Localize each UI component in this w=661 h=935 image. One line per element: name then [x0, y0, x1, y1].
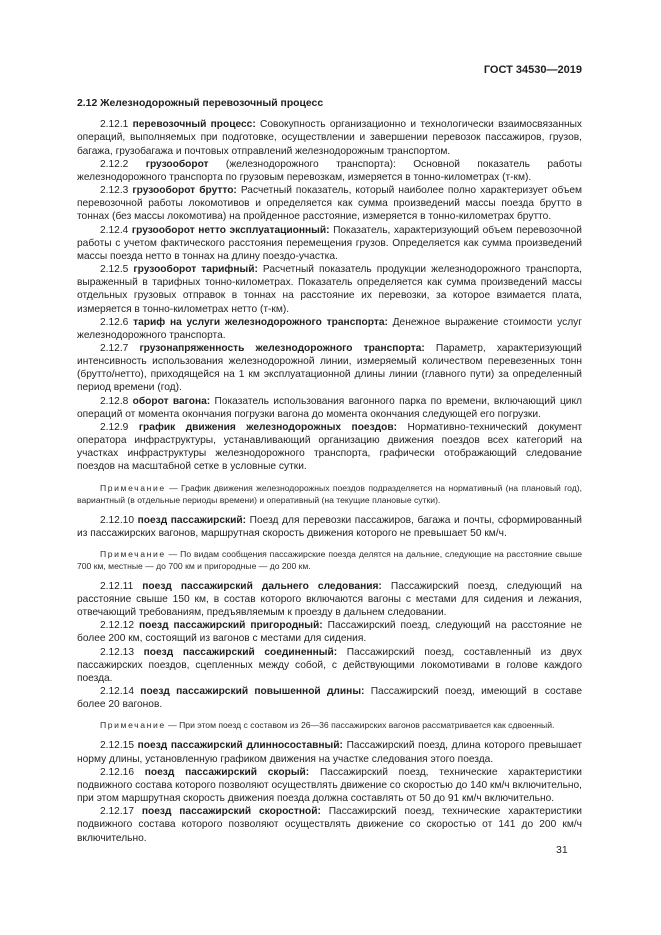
note-text: — При этом поезд с составом из 26—36 пассажирских вагонов рассматривается как сдвоенный.: [165, 720, 555, 731]
entry-term: поезд пассажирский пригородный:: [138, 620, 323, 632]
entry-term: грузооборот нетто эксплуатационный:: [131, 224, 330, 236]
entry-number: 2.12.4: [100, 224, 129, 236]
entry-number: 2.12.16: [100, 766, 134, 778]
entry: [77, 739, 582, 765]
entry: [77, 766, 582, 805]
entry-text: Нормативно-технический документ оператора инфраструктуры, устанавливающий организацию движения поездов всех категорий на участках инфраструктуры железнодорожного транспорта, графически отображающий следование поездов на масштабной сетке в условные сутки.: [77, 421, 582, 473]
entry: [77, 224, 582, 263]
note-label: Примечание: [100, 720, 166, 731]
note-label: Примечание: [100, 482, 166, 493]
entry-term: грузонапряженность железнодорожного транспорта:: [139, 342, 425, 354]
entries-block-3: [77, 739, 582, 844]
entry-number: 2.12.8: [100, 395, 129, 407]
entry-number: 2.12.10: [100, 514, 134, 526]
entry-term: оборот вагона:: [132, 395, 211, 407]
note-label: Примечание: [100, 548, 166, 559]
entry-number: 2.12.11: [100, 580, 134, 592]
entry-number: 2.12.3: [100, 185, 129, 197]
entry-text: Пассажирский поезд, имеющий в составе более 20 вагонов.: [77, 686, 582, 711]
entry-term: поезд пассажирский дальнего следования:: [142, 580, 382, 592]
entry-term: грузооборот тарифный:: [133, 264, 258, 276]
entry-number: 2.12.1: [100, 119, 129, 131]
entry-term: грузооборот брутто:: [132, 185, 237, 197]
entry: [77, 118, 582, 157]
entry: [77, 316, 582, 342]
entry-term: перевозочный процесс:: [132, 119, 256, 131]
page-number: 31: [556, 844, 568, 856]
note-text: — По видам сообщения пассажирские поезда делятся на дальние, следующие на расстояние свыше 700 км, местные — до 700 км и пригородные — до 200 км.: [77, 548, 582, 571]
entry-number: 2.12.2: [100, 158, 129, 170]
entry-number: 2.12.9: [100, 421, 129, 433]
entries-block-1: [77, 118, 582, 473]
entry-text: Поезд для перевозки пассажиров, багажа и почты, сформированный из пассажирских вагонов, маршрутная скорость движения которого не превышает 50 км/ч.: [77, 514, 582, 539]
entry: [77, 619, 582, 645]
note: [77, 548, 582, 572]
entry-text: Показатель использования вагонного парка по времени, включающий цикл операций от момента окончания погрузки вагона до момента окончания следующей его погрузки.: [77, 395, 582, 420]
entry-term: поезд пассажирский:: [137, 514, 247, 526]
entry-number: 2.12.12: [100, 620, 134, 632]
entry-text: (железнодорожного транспорта): Основной показатель работы железнодорожного транспорта по грузовым перевозкам, измеряется в тонно-километрах (т-км).: [77, 158, 582, 183]
entry: [77, 685, 582, 711]
note: [77, 719, 582, 731]
entry-text: Пассажирский поезд, технические характеристики подвижного состава которого позволяют осуществлять движение со скоростью от 141 до 200 км/ч включительно.: [77, 806, 582, 844]
entry-text: Пассажирский поезд, следующий на расстояние свыше 150 км, в состав которого включаются вагоны с местами для сидения и лежания, отвечающий требованиям, предъявляемым к проезду в дальнем следовании.: [77, 580, 582, 619]
entry: [77, 158, 582, 184]
entry-text: Пассажирский поезд, технические характеристики подвижного состава которого позволяют осуществлять движение со скоростью до 140 км/ч включительно, при этом маршрутная скорость движения поезда должна составлять от 50 до 91 км/ч включительно.: [77, 766, 583, 805]
section-title: 2.12 Железнодорожный перевозочный процесс: [77, 98, 324, 110]
entry: [77, 395, 582, 421]
entry-text: Параметр, характеризующий интенсивность использования железнодорожной линии, измеряемый количеством перевезенных тонн (брутто/нетто), приходящейся на 1 км эксплуатационной длины линии (главного пути) за определенный период времени (год).: [77, 342, 582, 394]
entry-text: Пассажирский поезд, составленный из двух пассажирских поездов, сцепленных между собой, с действующими локомотивами в голове каждого поезда.: [77, 646, 582, 684]
entry-number: 2.12.17: [100, 806, 134, 818]
entry-text: Пассажирский поезд, следующий на расстояние не более 200 км, состоящий из вагонов с местами для сидения.: [77, 620, 582, 645]
entry-text: Показатель, характеризующий объем перевозочной работы с учетом фактического расстояния перемещения грузов. Определяется как сумма произведений массы поезда нетто в тоннах на длину поездо-участка.: [77, 224, 582, 262]
entry: [77, 646, 582, 685]
entry-number: 2.12.15: [100, 740, 134, 752]
entry: [77, 805, 582, 844]
standard-code: ГОСТ 34530—2019: [483, 64, 582, 76]
entry-term: поезд пассажирский соединенный:: [143, 646, 338, 658]
entry-term: поезд пассажирский длинносоставный:: [137, 740, 343, 752]
entry-number: 2.12.13: [100, 646, 134, 658]
entry: [77, 342, 582, 395]
entry-term: поезд пассажирский скорый:: [144, 766, 310, 778]
entry: [77, 514, 582, 540]
entry-number: 2.12.7: [100, 342, 129, 354]
entry-number: 2.12.14: [100, 686, 134, 698]
note: [77, 482, 582, 506]
entry-term: поезд пассажирский скоростной:: [141, 806, 321, 818]
entry: [77, 580, 582, 619]
entry-number: 2.12.6: [100, 316, 129, 328]
entry: [77, 263, 582, 316]
entry-text: Расчетный показатель, который наиболее полно характеризует объем перевозочной работы локомотивов и определяется как сумма произведений массы поезда брутто в тоннах (без массы локомотива) на пройденное расстояние, измеряется в тонно-километрах брутто.: [77, 185, 582, 223]
entry-term: график движения железнодорожных поездов:: [138, 421, 398, 433]
entry-term: поезд пассажирский повышенной длины:: [140, 686, 365, 698]
entry-text: Совокупность организационно и технологически взаимосвязанных операций, выполняемых при подготовке, осуществлении и завершении перевозок пассажиров, грузов, багажа, грузобагажа и почтовых отправлений железнодорожным транспортом.: [77, 119, 583, 157]
entry-term: тариф на услуги железнодорожного транспорта:: [133, 316, 388, 328]
entry-text: Расчетный показатель продукции железнодорожного транспорта, выраженный в тарифных тонно-километрах. Показатель определяется как сумма произведений массы отдельных грузовых отправок в тоннах на расстояние их перевозки, за которое взимается плата, измеряется в тонно-километрах нетто (т-км).: [77, 264, 582, 315]
entry-number: 2.12.5: [100, 264, 129, 276]
note-text: — График движения железнодорожных поездов подразделяется на нормативный (на плановый год), вариантный (в отдельные периоды времени) и оперативный (на текущие плановые сутки).: [77, 482, 582, 505]
entry: [77, 421, 582, 474]
entry-term: грузооборот: [145, 158, 209, 170]
entry: [77, 184, 582, 223]
entries-block-2: [77, 580, 582, 712]
entry-text: Денежное выражение стоимости услуг железнодорожного транспорта.: [77, 316, 582, 341]
entry-text: Пассажирский поезд, длина которого превышает норму длины, установленную графиком движения на участке следования этого поезда.: [77, 740, 582, 765]
